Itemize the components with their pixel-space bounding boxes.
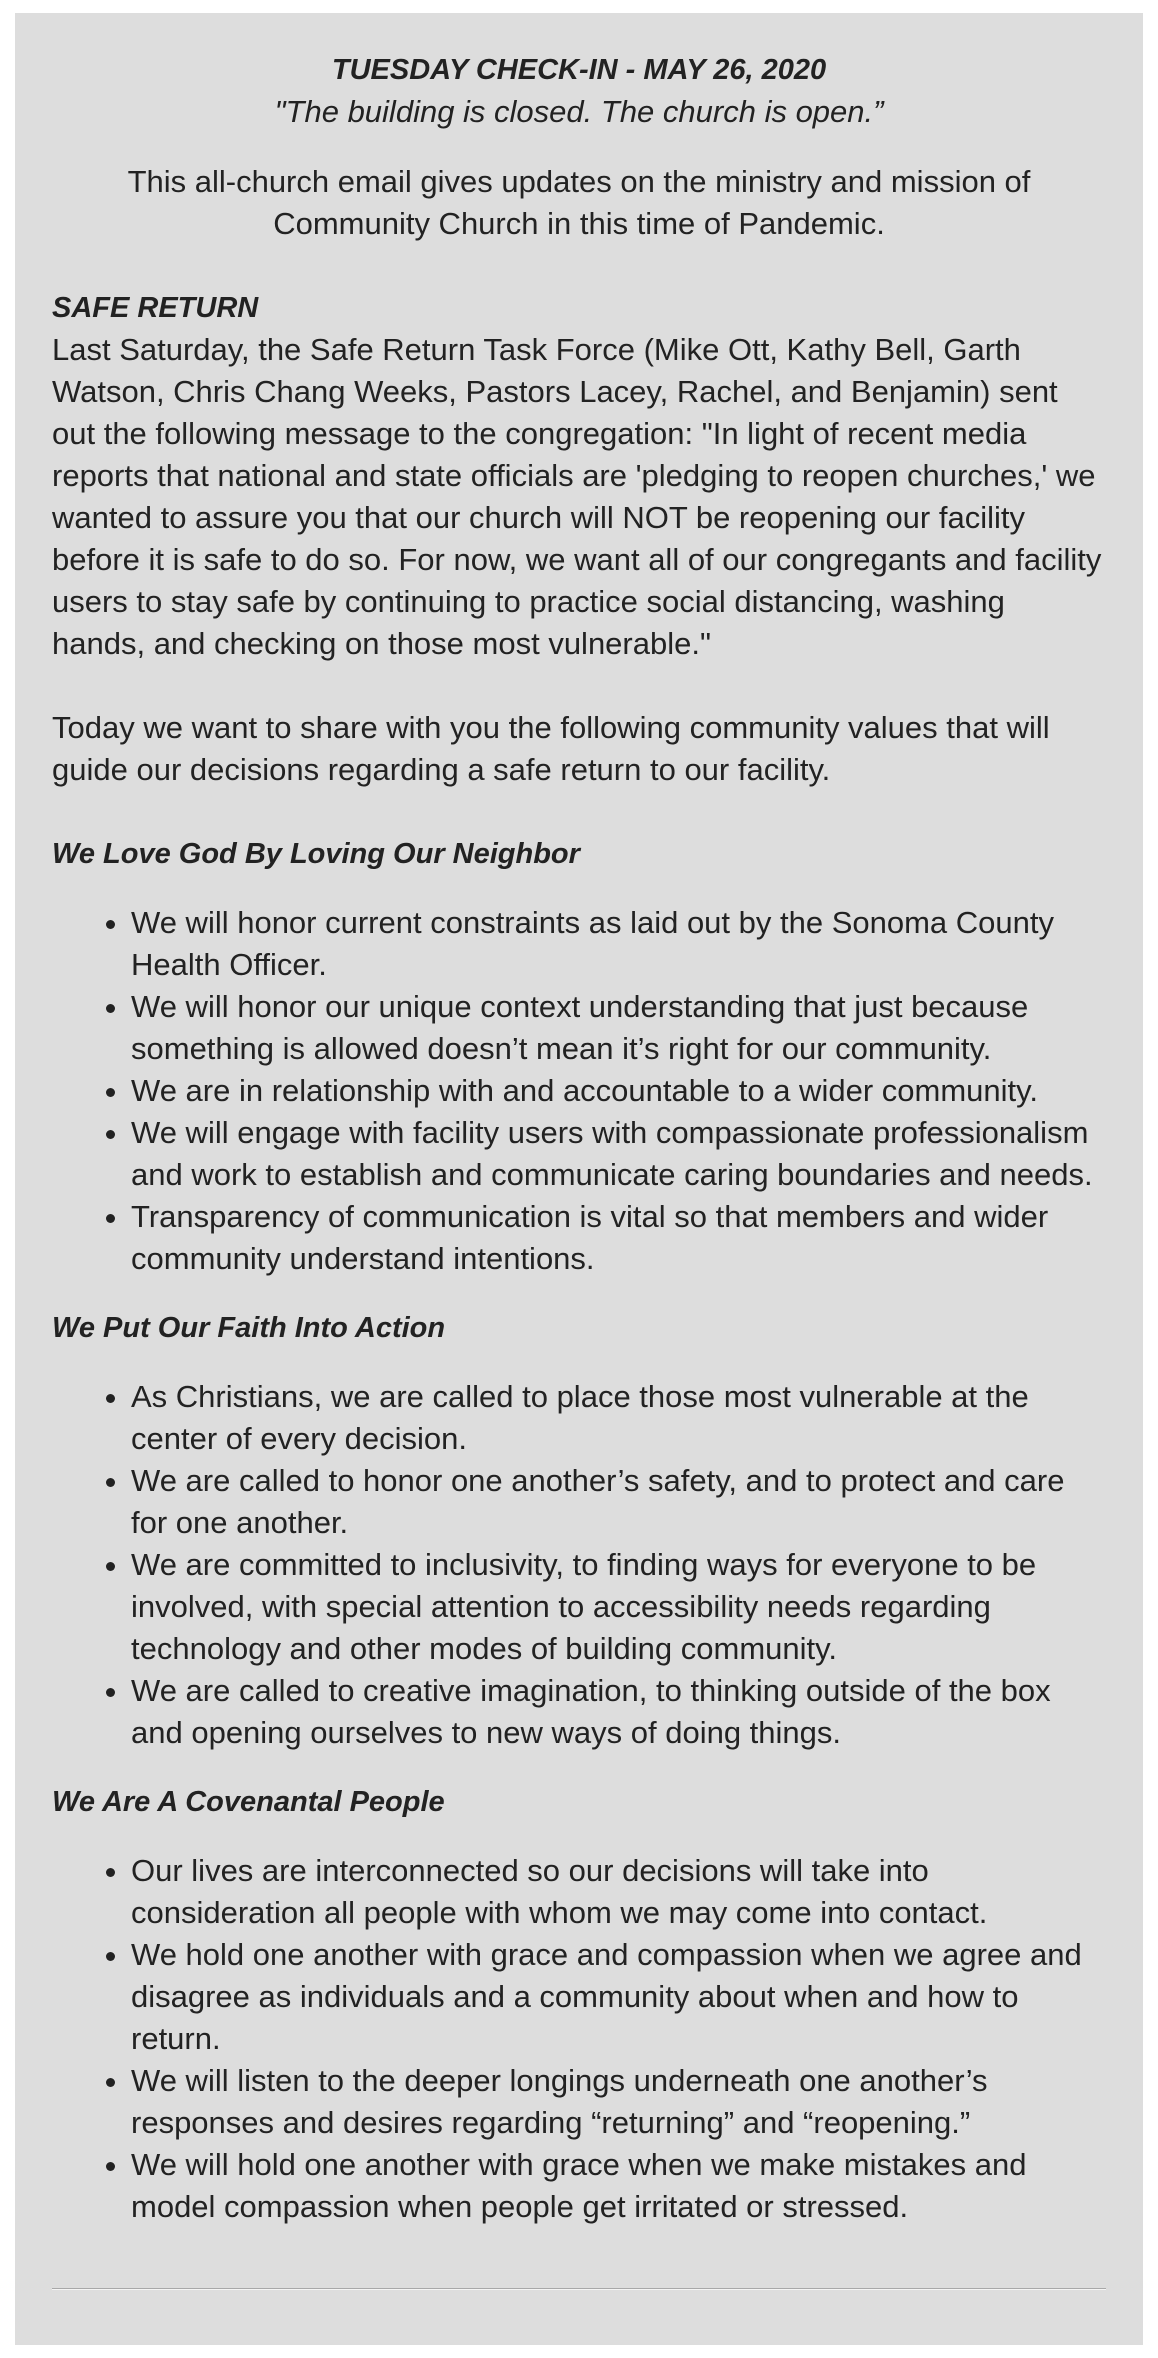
list-item: • We are committed to inclusivity, to finding ways for everyone to be involved, with special attention to accessibility needs regarding technology and other modes of building community. — [131, 1544, 1106, 1670]
email-header — [52, 49, 1106, 245]
values-section-faith-into-action — [52, 1307, 1106, 1754]
list-item: • As Christians, we are called to place those most vulnerable at the center of every decision. — [131, 1376, 1106, 1460]
list-item: • We are in relationship with and accountable to a wider community. — [131, 1070, 1106, 1112]
list-item: • We are called to honor one another’s safety, and to protect and care for one another. — [131, 1460, 1106, 1544]
email-tagline: "The building is closed. The church is open.” — [274, 94, 884, 129]
list-item: • We will engage with facility users with compassionate professionalism and work to establish and communicate caring boundaries and needs. — [131, 1112, 1106, 1196]
list-item: • We are called to creative imagination, to thinking outside of the box and opening ourselves to new ways of doing things. — [131, 1670, 1106, 1754]
list-item: • We will honor our unique context understanding that just because something is allowed doesn’t mean it’s right for our community. — [131, 986, 1106, 1070]
safe-return-section — [52, 287, 1106, 791]
list-item: • We hold one another with grace and compassion when we agree and disagree as individuals and a community about when and how to return. — [131, 1934, 1106, 2060]
values-list — [52, 1850, 1106, 2228]
list-item: • We will listen to the deeper longings underneath one another’s responses and desires regarding “returning” and “reopening.” — [131, 2060, 1106, 2144]
safe-return-paragraph: Last Saturday, the Safe Return Task Force (Mike Ott, Kathy Bell, Garth Watson, Chris Chang Weeks, Pastors Lacey, Rachel, and Benjamin) sent out the following message to the congregation: "In light of recent media reports that national and state officials are 'pledging to reopen churches,' we wanted to assure you that our church will NOT be reopening our facility before it is safe to do so. For now, we want all of our congregants and facility users to stay safe by continuing to practice social distancing, washing hands, and checking on those most vulnerable." — [52, 332, 1102, 661]
values-heading: We Put Our Faith Into Action — [52, 1312, 446, 1344]
values-section-covenantal-people — [52, 1781, 1106, 2228]
values-intro-paragraph: Today we want to share with you the following community values that will guide our decisions regarding a safe return to our facility. — [52, 710, 1050, 787]
email-title: TUESDAY CHECK-IN - MAY 26, 2020 — [331, 54, 827, 86]
values-heading: We Love God By Loving Our Neighbor — [52, 838, 580, 870]
email-content — [52, 49, 1106, 2228]
email-body-panel — [15, 13, 1143, 2345]
values-heading: We Are A Covenantal People — [52, 1786, 445, 1818]
values-list — [52, 902, 1106, 1280]
values-list — [52, 1376, 1106, 1754]
list-item: • We will hold one another with grace when we make mistakes and model compassion when people get irritated or stressed. — [131, 2144, 1106, 2228]
list-item: • Transparency of communication is vital so that members and wider community understand intentions. — [131, 1196, 1106, 1280]
values-section-love-neighbor — [52, 833, 1106, 1280]
safe-return-heading: SAFE RETURN — [52, 292, 259, 324]
footer-divider — [52, 2288, 1106, 2290]
email-intro: This all-church email gives updates on the ministry and mission of Community Church in this time of Pandemic. — [127, 164, 1031, 241]
list-item: • We will honor current constraints as laid out by the Sonoma County Health Officer. — [131, 902, 1106, 986]
list-item: • Our lives are interconnected so our decisions will take into consideration all people with whom we may come into contact. — [131, 1850, 1106, 1934]
